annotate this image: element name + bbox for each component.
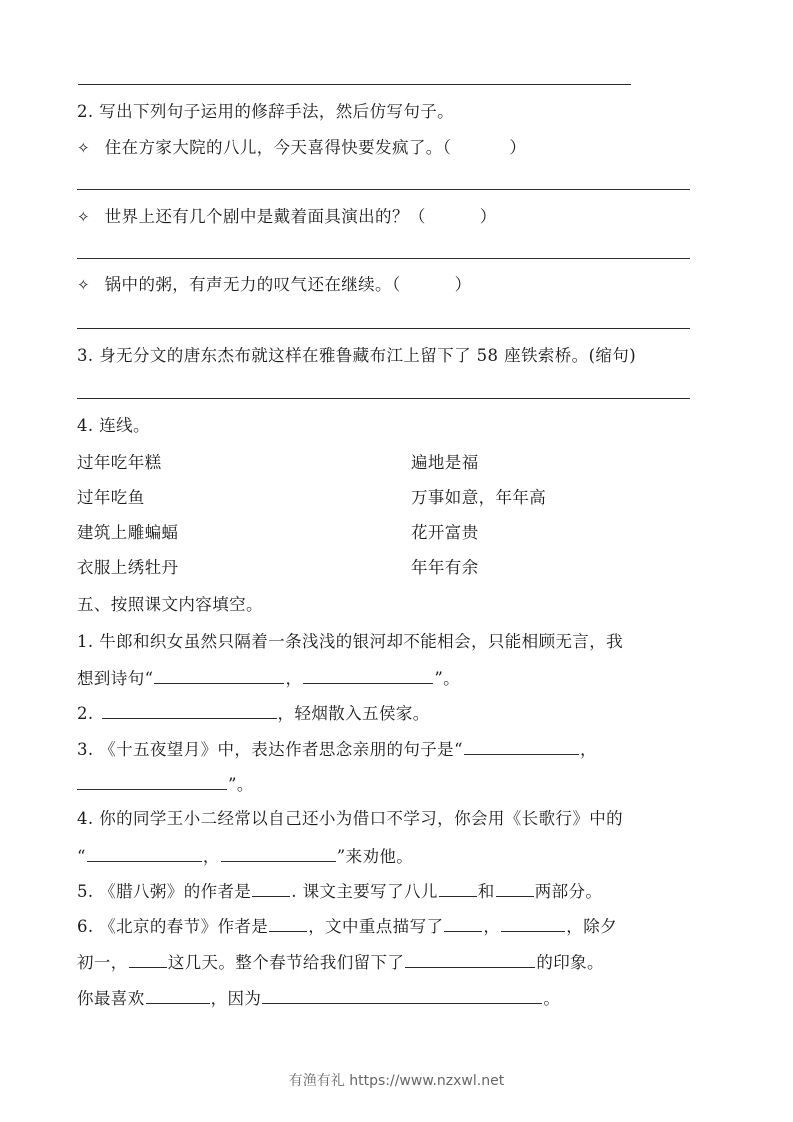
blank-field[interactable] xyxy=(439,880,477,897)
diamond-bullet-icon: ✧ xyxy=(77,276,90,294)
blank-field[interactable] xyxy=(102,702,277,719)
q2-item-2 xyxy=(77,206,497,228)
blank-field[interactable] xyxy=(252,880,290,897)
match-right-4[interactable]: 年年有余 xyxy=(411,558,479,577)
comma: ， xyxy=(285,669,303,688)
q2-item-1-text: 住在方家大院的八儿，今天喜得快要发疯了。 xyxy=(104,138,443,157)
paren-close: ） xyxy=(454,275,472,294)
s5-q4-suffix: ”来劝他。 xyxy=(336,847,414,866)
s5-q3-line2 xyxy=(77,773,254,796)
s5-q5 xyxy=(77,880,602,903)
s5-q6-part5: 初一， xyxy=(77,953,128,972)
diamond-bullet-icon: ✧ xyxy=(77,208,90,226)
paren-open: （ xyxy=(408,207,426,226)
blank-field[interactable] xyxy=(129,951,167,968)
blank-field[interactable] xyxy=(154,667,284,684)
answer-line-top xyxy=(78,84,631,85)
s5-q1-line1: 1. 牛郎和织女虽然只隔着一条浅浅的银河却不能相会，只能相顾无言，我 xyxy=(77,632,624,651)
paren-open: （ xyxy=(391,275,401,294)
s5-q4-line1: 4. 你的同学王小二经常以自己还小为借口不学习，你会用《长歌行》中的 xyxy=(77,809,624,828)
s5-q6-line1 xyxy=(77,915,617,938)
s5-q5-part3: 和 xyxy=(477,882,495,901)
s5-q5-part2: . 课文主要写了八儿 xyxy=(291,882,438,901)
match-left-2[interactable]: 过年吃鱼 xyxy=(77,488,145,507)
s5-q2 xyxy=(77,702,430,725)
paren-open: （ xyxy=(442,138,452,157)
match-right-3[interactable]: 花开富贵 xyxy=(411,523,479,542)
s5-q1-prefix: 想到诗句“ xyxy=(77,669,154,688)
diamond-bullet-icon: ✧ xyxy=(77,139,90,157)
s5-q5-part1: 5. 《腊八粥》的作者是 xyxy=(77,882,252,901)
blank-field[interactable] xyxy=(405,951,535,968)
s5-q3-suffix: ”。 xyxy=(228,775,254,794)
q2-item-3 xyxy=(77,274,472,296)
blank-field[interactable] xyxy=(146,987,210,1004)
match-left-3[interactable]: 建筑上雕蝙蝠 xyxy=(77,523,179,542)
s5-q6-part6: 这几天。整个春节给我们留下了 xyxy=(167,953,405,972)
s5-q6-line3 xyxy=(77,987,560,1010)
blank-field[interactable] xyxy=(444,915,482,932)
match-right-2[interactable]: 万事如意，年年高 xyxy=(411,488,547,507)
blank-field[interactable] xyxy=(269,915,307,932)
s5-q2-suffix: ，轻烟散入五侯家。 xyxy=(277,704,430,723)
s5-q1-line2 xyxy=(77,667,460,690)
q2-title: 2. 写出下列句子运用的修辞手法，然后仿写句子。 xyxy=(77,102,455,121)
answer-line-q2-3[interactable] xyxy=(77,328,690,329)
blank-field[interactable] xyxy=(262,987,542,1004)
watermark-footer: 有渔有礼 https://www.nzxwl.net xyxy=(288,1073,505,1089)
blank-field[interactable] xyxy=(496,880,534,897)
blank-field[interactable] xyxy=(501,915,565,932)
s5-q4-line2 xyxy=(77,845,413,868)
answer-line-q2-1[interactable] xyxy=(77,189,690,190)
match-left-4[interactable]: 衣服上绣牡丹 xyxy=(77,558,179,577)
paren-close: ） xyxy=(479,207,497,226)
answer-line-q2-2[interactable] xyxy=(77,258,690,259)
s5-q6-part2: ，文中重点描写了 xyxy=(308,917,444,936)
match-right-1[interactable]: 遍地是福 xyxy=(411,453,479,472)
q2-item-3-text: 锅中的粥，有声无力的叹气还在继续。 xyxy=(104,275,392,294)
s5-q6-part7: 的印象。 xyxy=(536,953,604,972)
q4-title: 4. 连线。 xyxy=(77,416,150,435)
s5-q3-line1 xyxy=(77,738,597,761)
comma: ， xyxy=(579,740,597,759)
comma: ， xyxy=(202,847,220,866)
s5-q6-line2 xyxy=(77,951,604,974)
s5-q6-part4: ，除夕 xyxy=(566,917,617,936)
blank-field[interactable] xyxy=(77,773,227,790)
q3-title: 3. 身无分文的唐东杰布就这样在雅鲁藏布江上留下了 58 座铁索桥。(缩句) xyxy=(77,346,637,365)
s5-q2-prefix: 2. xyxy=(77,704,94,723)
paren-close: ） xyxy=(509,138,527,157)
answer-line-q3[interactable] xyxy=(77,398,690,399)
open-quote: “ xyxy=(77,847,86,866)
s5-q5-part4: 两部分。 xyxy=(534,882,603,901)
s5-q6-part10: 。 xyxy=(543,989,561,1008)
match-left-1[interactable]: 过年吃年糕 xyxy=(77,453,162,472)
s5-q6-part9: ，因为 xyxy=(210,989,262,1008)
s5-q3-prefix: 3. 《十五夜望月》中，表达作者思念亲朋的句子是“ xyxy=(77,740,463,759)
s5-q6-part8: 你最喜欢 xyxy=(77,989,145,1008)
section5-title: 五、按照课文内容填空。 xyxy=(77,595,263,614)
blank-field[interactable] xyxy=(221,845,336,862)
s5-q6-part1: 6. 《北京的春节》作者是 xyxy=(77,917,269,936)
blank-field[interactable] xyxy=(464,738,579,755)
blank-field[interactable] xyxy=(303,667,433,684)
comma: ， xyxy=(483,917,501,936)
blank-field[interactable] xyxy=(87,845,202,862)
q2-item-2-text: 世界上还有几个剧中是戴着面具演出的？ xyxy=(104,207,409,226)
s5-q1-suffix: ”。 xyxy=(434,669,461,688)
q2-item-1 xyxy=(77,137,526,159)
